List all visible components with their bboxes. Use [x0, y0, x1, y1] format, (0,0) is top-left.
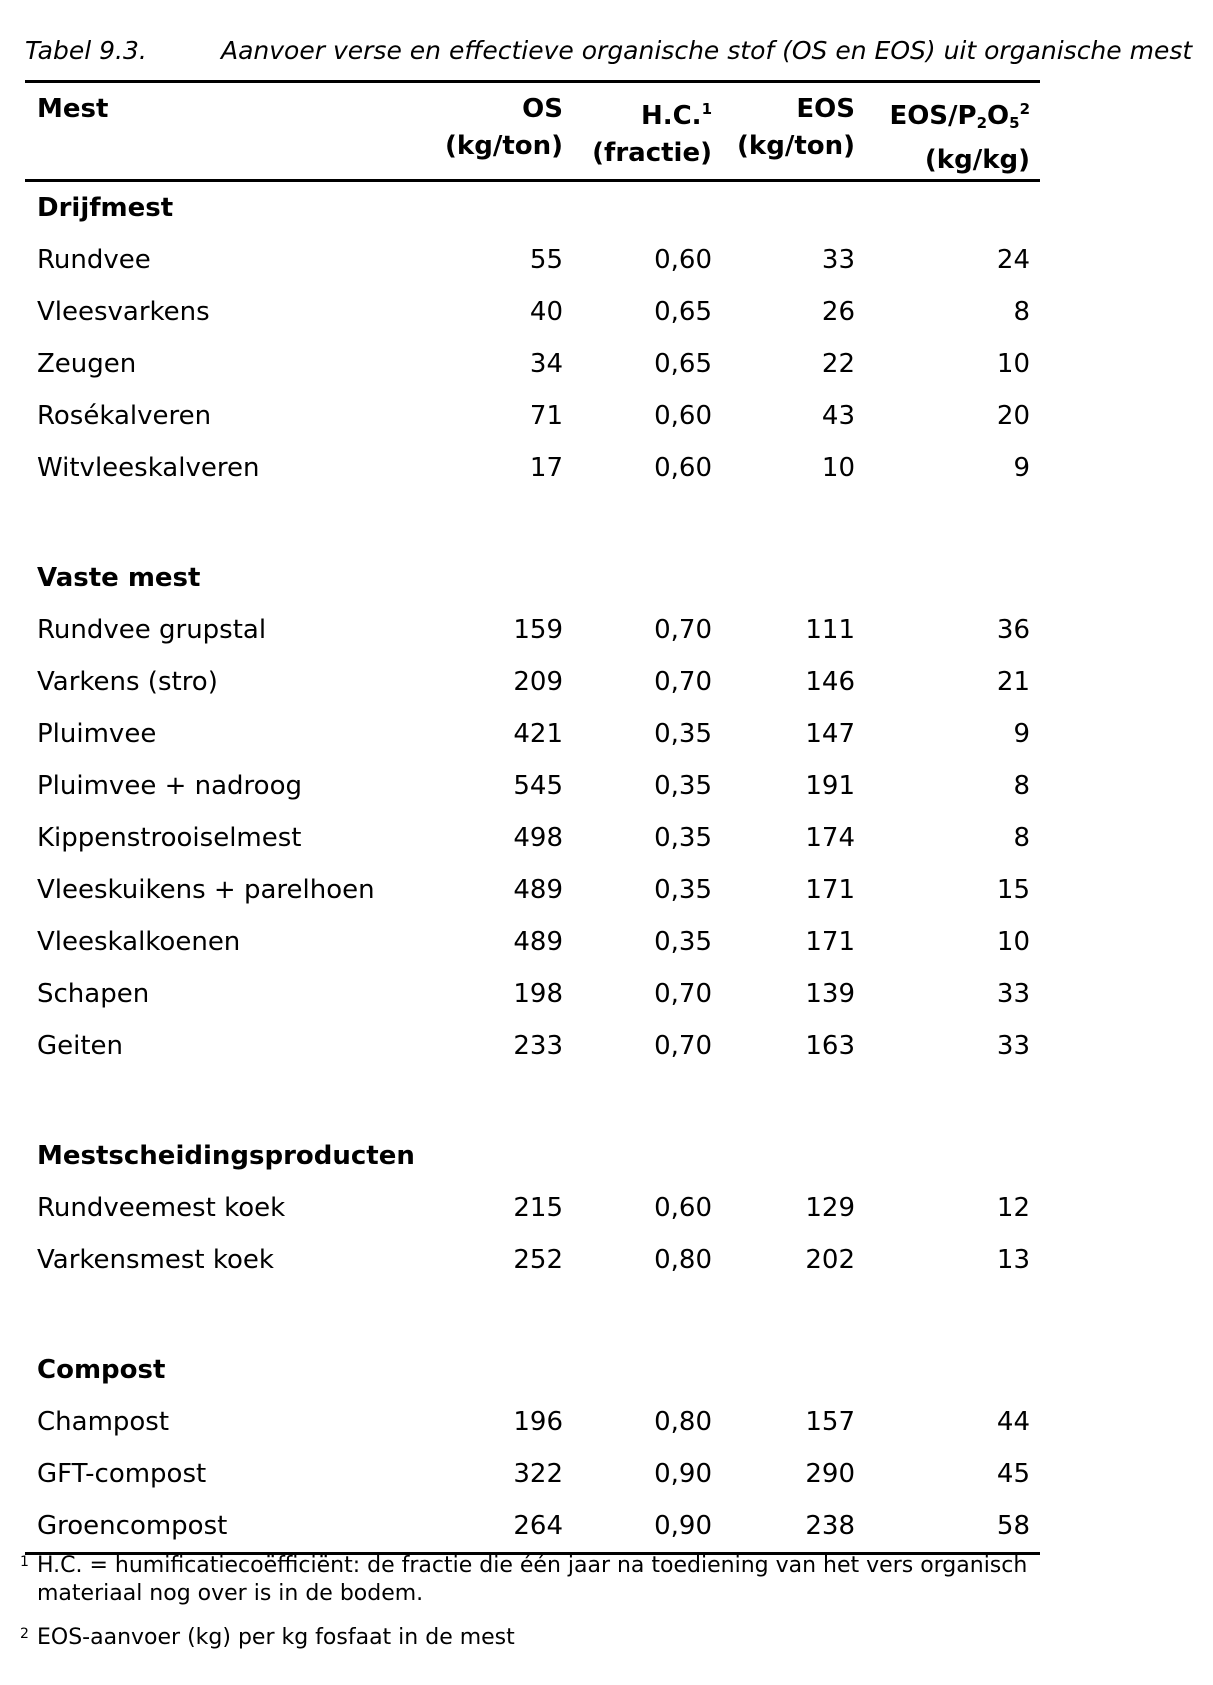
- cell-os: 421: [513, 719, 563, 749]
- cell-eos: 238: [805, 1511, 855, 1541]
- row-label: Vleesvarkens: [37, 297, 210, 327]
- cell-eos-p2o5: 9: [1013, 719, 1030, 749]
- cell-os: 498: [513, 823, 563, 853]
- cell-eos-p2o5: 8: [1013, 823, 1030, 853]
- cell-hc: 0,65: [654, 349, 712, 379]
- table-row: [25, 1500, 1030, 1552]
- table-row: [25, 708, 1030, 760]
- cell-os: 322: [513, 1459, 563, 1489]
- cell-hc: 0,80: [654, 1245, 712, 1275]
- row-label: Rundveemest koek: [37, 1193, 286, 1223]
- section-spacer: [25, 1286, 1040, 1344]
- cell-eos: 33: [821, 245, 855, 275]
- cell-eos-p2o5: 8: [1013, 297, 1030, 327]
- footnote-ref-2: 2: [1019, 100, 1030, 118]
- section-header: Vaste mest: [37, 563, 201, 593]
- cell-eos: 191: [805, 771, 855, 801]
- cell-os: 196: [513, 1407, 563, 1437]
- cell-eos-p2o5: 9: [1013, 453, 1030, 483]
- table-row: [25, 604, 1030, 656]
- cell-eos-p2o5: 10: [996, 349, 1030, 379]
- cell-eos-p2o5: 33: [996, 979, 1030, 1009]
- footnote-text: materiaal nog over is in de bodem.: [37, 1581, 424, 1606]
- cell-hc: 0,35: [654, 927, 712, 957]
- footnote-ref-1: 1: [701, 100, 712, 118]
- cell-eos: 163: [805, 1031, 855, 1061]
- cell-os: 215: [513, 1193, 563, 1223]
- table-row: [25, 1234, 1030, 1286]
- cell-hc: 0,60: [654, 245, 712, 275]
- cell-os: 55: [529, 245, 563, 275]
- cell-eos: 147: [805, 719, 855, 749]
- cell-hc: 0,70: [654, 667, 712, 697]
- cell-hc: 0,35: [654, 875, 712, 905]
- footnote-text: EOS-aanvoer (kg) per kg fosfaat in de mest: [37, 1625, 515, 1650]
- section-spacer: [25, 494, 1040, 552]
- cell-eos-p2o5: 20: [996, 401, 1030, 431]
- cell-os: 252: [513, 1245, 563, 1275]
- cell-hc: 0,65: [654, 297, 712, 327]
- cell-eos: 43: [821, 401, 855, 431]
- column-header-mest: Mest: [37, 94, 109, 124]
- section-header: Drijfmest: [37, 193, 174, 223]
- cell-hc: 0,80: [654, 1407, 712, 1437]
- cell-eos: 139: [805, 979, 855, 1009]
- cell-eos-p2o5: 21: [996, 667, 1030, 697]
- row-label: Varkens (stro): [37, 667, 218, 697]
- table-row: [25, 286, 1030, 338]
- cell-hc: 0,90: [654, 1459, 712, 1489]
- row-label: Vleeskuikens + parelhoen: [37, 875, 375, 905]
- table-number: Tabel 9.3.: [25, 36, 147, 65]
- row-label: Pluimvee + nadroog: [37, 771, 302, 801]
- row-label: Schapen: [37, 979, 150, 1009]
- column-header-hc: H.C.$^1$ (fractie): [592, 100, 712, 168]
- table-body: [25, 182, 1040, 1552]
- row-label: Kippenstrooiselmest: [37, 823, 302, 853]
- cell-eos: 290: [805, 1459, 855, 1489]
- cell-os: 489: [513, 875, 563, 905]
- cell-eos-p2o5: 24: [996, 245, 1030, 275]
- cell-os: 264: [513, 1511, 563, 1541]
- cell-eos-p2o5: 8: [1013, 771, 1030, 801]
- cell-eos-p2o5: 12: [996, 1193, 1030, 1223]
- column-header-eos: EOS (kg/ton): [737, 94, 855, 161]
- table-row: [25, 1396, 1030, 1448]
- cell-eos: 22: [821, 349, 855, 379]
- footnote-marker: 2: [20, 1626, 29, 1642]
- cell-os: 34: [529, 349, 563, 379]
- cell-eos-p2o5: 36: [996, 615, 1030, 645]
- row-label: Champost: [37, 1407, 170, 1437]
- row-label: Rundvee: [37, 245, 151, 275]
- cell-eos-p2o5: 10: [996, 927, 1030, 957]
- row-label: GFT-compost: [37, 1459, 207, 1489]
- table-row: [25, 390, 1030, 442]
- section-header: Compost: [37, 1355, 166, 1385]
- cell-os: 209: [513, 667, 563, 697]
- section-spacer: [25, 1072, 1040, 1130]
- row-label: Vleeskalkoenen: [37, 927, 241, 957]
- data-table: [25, 80, 1040, 1555]
- cell-os: 198: [513, 979, 563, 1009]
- row-label: Pluimvee: [37, 719, 157, 749]
- table-row: [25, 1448, 1030, 1500]
- table-row: [25, 234, 1030, 286]
- cell-hc: 0,35: [654, 719, 712, 749]
- cell-os: 17: [529, 453, 563, 483]
- cell-hc: 0,70: [654, 615, 712, 645]
- cell-eos-p2o5: 13: [996, 1245, 1030, 1275]
- footnote: [20, 1624, 1095, 1652]
- column-header-eos-p2o5: EOS/$P_2O_5^2$ (kg/kg): [889, 100, 1030, 175]
- cell-hc: 0,70: [654, 1031, 712, 1061]
- footnote-marker: 1: [20, 1554, 29, 1570]
- table-caption-row: [0, 36, 1213, 70]
- table-row: [25, 812, 1030, 864]
- cell-eos: 171: [805, 875, 855, 905]
- cell-eos-p2o5: 44: [996, 1407, 1030, 1437]
- table-row: [25, 1182, 1030, 1234]
- table-row: [25, 968, 1030, 1020]
- cell-hc: 0,60: [654, 453, 712, 483]
- cell-os: 159: [513, 615, 563, 645]
- cell-eos-p2o5: 45: [996, 1459, 1030, 1489]
- cell-os: 489: [513, 927, 563, 957]
- table-row: [25, 338, 1030, 390]
- table-row: [25, 864, 1030, 916]
- row-label: Geiten: [37, 1031, 124, 1061]
- table-row: [25, 916, 1030, 968]
- cell-eos: 171: [805, 927, 855, 957]
- cell-eos: 157: [805, 1407, 855, 1437]
- cell-eos-p2o5: 58: [996, 1511, 1030, 1541]
- cell-hc: 0,35: [654, 771, 712, 801]
- table-row: [25, 760, 1030, 812]
- cell-eos: 129: [805, 1193, 855, 1223]
- cell-os: 71: [529, 401, 563, 431]
- cell-eos: 10: [821, 453, 855, 483]
- cell-os: 233: [513, 1031, 563, 1061]
- table-caption: Aanvoer verse en effectieve organische stof (OS en EOS) uit organische mest: [221, 36, 1193, 65]
- cell-os: 545: [513, 771, 563, 801]
- cell-eos: 202: [805, 1245, 855, 1275]
- cell-eos: 146: [805, 667, 855, 697]
- table-header-row: [25, 83, 1030, 179]
- table-row: [25, 656, 1030, 708]
- cell-os: 40: [529, 297, 563, 327]
- footnotes: [20, 1552, 1095, 1652]
- row-label: Rosékalveren: [37, 401, 212, 431]
- table-row: [25, 1020, 1030, 1072]
- row-label: Groencompost: [37, 1511, 228, 1541]
- cell-eos: 111: [805, 615, 855, 645]
- cell-eos: 26: [821, 297, 855, 327]
- row-label: Rundvee grupstal: [37, 615, 267, 645]
- cell-hc: 0,60: [654, 1193, 712, 1223]
- footnote: [20, 1552, 1095, 1608]
- row-label: Zeugen: [37, 349, 137, 379]
- section-header: Mestscheidingsproducten: [37, 1141, 415, 1171]
- row-label: Varkensmest koek: [37, 1245, 274, 1275]
- cell-hc: 0,35: [654, 823, 712, 853]
- cell-eos-p2o5: 15: [996, 875, 1030, 905]
- cell-hc: 0,70: [654, 979, 712, 1009]
- cell-hc: 0,60: [654, 401, 712, 431]
- row-label: Witvleeskalveren: [37, 453, 260, 483]
- footnote-text: H.C. = humificatiecoëfficiënt: de fractie die één jaar na toediening van het vers organisch: [37, 1553, 1028, 1578]
- cell-eos-p2o5: 33: [996, 1031, 1030, 1061]
- column-header-os: OS (kg/ton): [445, 94, 563, 161]
- cell-eos: 174: [805, 823, 855, 853]
- cell-hc: 0,90: [654, 1511, 712, 1541]
- table-row: [25, 442, 1030, 494]
